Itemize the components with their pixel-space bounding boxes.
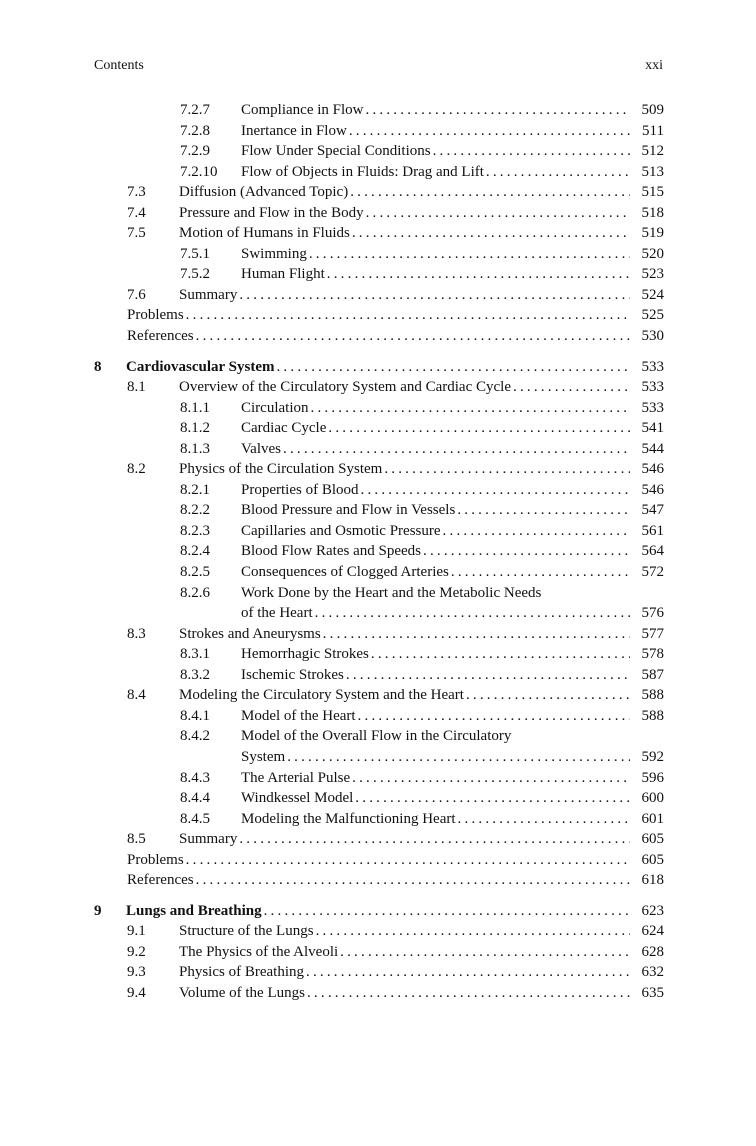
toc-entry-number: 8.4.2 xyxy=(180,728,210,745)
toc-page-number: 601 xyxy=(641,810,664,827)
toc-entry-number: 8.2.5 xyxy=(180,564,210,581)
toc-entry-title: Cardiovascular System xyxy=(126,358,275,375)
leader-dots xyxy=(347,121,630,142)
toc-page-number: 618 xyxy=(641,872,664,889)
toc-entry xyxy=(241,706,664,727)
toc-entry-number: 8.2.1 xyxy=(180,481,210,498)
toc-entry-number: 8.2.4 xyxy=(180,543,210,560)
toc-entry-number: 7.6 xyxy=(127,286,146,303)
leader-dots xyxy=(449,562,630,583)
toc-chapter-row xyxy=(0,901,756,922)
toc-section-row xyxy=(0,850,756,871)
toc-subsection-row xyxy=(0,788,756,809)
toc-entry xyxy=(127,305,664,326)
leader-dots xyxy=(464,685,630,706)
toc-entry-title: Summary xyxy=(179,831,238,848)
leader-dots xyxy=(359,480,631,501)
toc-subsection-row xyxy=(0,541,756,562)
toc-entry xyxy=(179,624,664,645)
toc-entry xyxy=(241,162,664,183)
toc-entry xyxy=(179,377,664,398)
leader-dots xyxy=(338,942,630,963)
leader-dots xyxy=(421,541,630,562)
toc-entry xyxy=(241,541,664,562)
toc-page-number: 512 xyxy=(641,143,664,160)
toc-section-row xyxy=(0,829,756,850)
toc-entry-title: Summary xyxy=(179,286,238,303)
toc-section-row xyxy=(0,983,756,1004)
toc-entry-title: The Arterial Pulse xyxy=(241,769,351,786)
leader-dots xyxy=(344,665,630,686)
toc-entry xyxy=(179,921,664,942)
toc-entry-title: Pressure and Flow in the Body xyxy=(179,204,364,221)
toc-entry-title: Capillaries and Osmotic Pressure xyxy=(241,522,441,539)
toc-entry-title: Model of the Overall Flow in the Circulatory xyxy=(241,728,512,745)
toc-page-number: 628 xyxy=(641,943,664,960)
toc-entry xyxy=(179,285,664,306)
toc-entry-number: 8.2.6 xyxy=(180,584,210,601)
toc-entry-number: 8.1 xyxy=(127,379,146,396)
toc-entry-number: 8.4.4 xyxy=(180,790,210,807)
toc-entry-title: Overview of the Circulatory System and Cardiac Cycle xyxy=(179,379,511,396)
leader-dots xyxy=(262,901,630,922)
leader-dots xyxy=(353,788,630,809)
toc-page-number: 533 xyxy=(641,379,664,396)
toc-entry xyxy=(241,418,664,439)
toc-entry-title: Flow Under Special Conditions xyxy=(241,143,431,160)
toc-page-number: 596 xyxy=(641,769,664,786)
toc-entry-title: Human Flight xyxy=(241,266,325,283)
toc-subsection-row xyxy=(0,726,756,747)
toc-entry-number: 7.2.8 xyxy=(180,122,210,139)
toc-entry xyxy=(126,357,664,378)
leader-dots xyxy=(305,983,630,1004)
toc-entry-number: 9.1 xyxy=(127,923,146,940)
toc-page-number: 564 xyxy=(641,543,664,560)
leader-dots xyxy=(314,921,630,942)
toc-section-row xyxy=(0,326,756,347)
toc-entry-title: Structure of the Lungs xyxy=(179,923,314,940)
toc-page-number: 578 xyxy=(641,646,664,663)
toc-entry xyxy=(179,962,664,983)
toc-entry-title: Problems xyxy=(127,307,184,324)
toc-subsection-row xyxy=(0,747,756,768)
toc-entry-number: 8.4.5 xyxy=(180,810,210,827)
toc-page-number: 632 xyxy=(641,964,664,981)
toc-entry-number: 8.3.1 xyxy=(180,646,210,663)
toc-entry xyxy=(179,983,664,1004)
toc-entry xyxy=(241,768,664,789)
toc-section-row xyxy=(0,459,756,480)
toc-entry xyxy=(241,244,664,265)
toc-page-number: 572 xyxy=(641,564,664,581)
toc-entry-title-continued: System xyxy=(241,748,286,765)
toc-entry-title: Swimming xyxy=(241,245,307,262)
toc-section-row xyxy=(0,685,756,706)
toc-entry-title: Properties of Blood xyxy=(241,481,359,498)
toc-page-number: 547 xyxy=(641,502,664,519)
toc-entry xyxy=(179,942,664,963)
toc-subsection-row xyxy=(0,100,756,121)
toc-entry xyxy=(241,583,664,604)
toc-page-number: 561 xyxy=(641,522,664,539)
toc-entry-title-continued: of the Heart xyxy=(241,605,313,622)
toc-entry xyxy=(179,182,664,203)
toc-subsection-row xyxy=(0,500,756,521)
leader-dots xyxy=(285,747,630,768)
toc-entry xyxy=(241,809,664,830)
toc-page-number: 519 xyxy=(641,225,664,242)
toc-page-number: 523 xyxy=(641,266,664,283)
leader-dots xyxy=(309,398,631,419)
toc-entry-title: Work Done by the Heart and the Metabolic Needs xyxy=(241,584,542,601)
toc-subsection-row xyxy=(0,603,756,624)
toc-page-number: 530 xyxy=(641,328,664,345)
toc-page-number: 588 xyxy=(641,707,664,724)
leader-dots xyxy=(382,459,630,480)
toc-section-row xyxy=(0,182,756,203)
toc-subsection-row xyxy=(0,439,756,460)
leader-dots xyxy=(307,244,630,265)
toc-entry-title: Consequences of Clogged Arteries xyxy=(241,564,449,581)
running-header-left: Contents xyxy=(94,58,144,73)
toc-page-number: 605 xyxy=(641,851,664,868)
leader-dots xyxy=(274,357,630,378)
toc-entry xyxy=(179,459,664,480)
leader-dots xyxy=(194,326,630,347)
toc-entry xyxy=(179,203,664,224)
toc-section-row xyxy=(0,305,756,326)
toc-page-number: 576 xyxy=(641,605,664,622)
toc-page-number: 515 xyxy=(641,184,664,201)
toc-entry xyxy=(241,500,664,521)
toc-page-number: 533 xyxy=(641,399,664,416)
leader-dots xyxy=(325,264,630,285)
leader-dots xyxy=(184,850,630,871)
leader-dots xyxy=(326,418,630,439)
toc-entry-title: Hemorrhagic Strokes xyxy=(241,646,369,663)
toc-subsection-row xyxy=(0,583,756,604)
leader-dots xyxy=(364,100,631,121)
toc-chapter-row xyxy=(0,357,756,378)
toc-entry-title: Motion of Humans in Fluids xyxy=(179,225,350,242)
toc-page-number: 509 xyxy=(641,102,664,118)
toc-entry-number: 7.4 xyxy=(127,204,146,221)
toc-entry xyxy=(241,644,664,665)
toc-entry-number: 9.3 xyxy=(127,964,146,981)
toc-page-number: 635 xyxy=(641,984,664,1001)
toc-entry xyxy=(241,521,664,542)
toc-page-number: 544 xyxy=(641,440,664,457)
toc-entry-number: 8.4.3 xyxy=(180,769,210,786)
toc-entry-continuation xyxy=(241,603,664,624)
toc-entry-number: 7.2.7 xyxy=(180,102,210,118)
toc-page-number: 588 xyxy=(641,687,664,704)
leader-dots xyxy=(304,962,630,983)
toc-page-number: 600 xyxy=(641,790,664,807)
toc-page-number: 623 xyxy=(641,902,664,919)
toc-entry-number: 8.1.3 xyxy=(180,440,210,457)
toc-entry-continuation xyxy=(241,747,664,768)
toc-subsection-row xyxy=(0,121,756,142)
toc-page-number: 605 xyxy=(641,831,664,848)
toc-page-number: 524 xyxy=(641,286,664,303)
toc-entry-title: Lungs and Breathing xyxy=(126,902,262,919)
toc-entry xyxy=(241,121,664,142)
toc-entry-title: References xyxy=(127,872,194,889)
toc-entry-title: Problems xyxy=(127,851,184,868)
leader-dots xyxy=(321,624,630,645)
leader-dots xyxy=(356,706,630,727)
toc-entry-title: Model of the Heart xyxy=(241,707,356,724)
toc-entry-number: 8.3.2 xyxy=(180,666,210,683)
toc-page-number: 541 xyxy=(641,420,664,437)
toc-entry-number: 8.1.1 xyxy=(180,399,210,416)
toc-entry-number: 7.5.1 xyxy=(180,245,210,262)
toc-entry-number: 7.5 xyxy=(127,225,146,242)
leader-dots xyxy=(484,162,630,183)
toc-entry-number: 8.2 xyxy=(127,461,146,478)
toc-entry-title: Strokes and Aneurysms xyxy=(179,625,321,642)
toc-entry-number: 8.4 xyxy=(127,687,146,704)
leader-dots xyxy=(455,500,630,521)
toc-subsection-row xyxy=(0,706,756,727)
toc-section-row xyxy=(0,870,756,891)
toc-entry xyxy=(126,901,664,922)
toc-entry-number: 8.2.2 xyxy=(180,502,210,519)
toc-entry-number: 8.1.2 xyxy=(180,420,210,437)
toc-entry xyxy=(241,141,664,162)
toc-entry-number: 8.3 xyxy=(127,625,146,642)
toc-page-number: 577 xyxy=(641,625,664,642)
leader-dots xyxy=(511,377,630,398)
toc-page-number: 533 xyxy=(641,358,664,375)
toc-section-row xyxy=(0,203,756,224)
toc-subsection-row xyxy=(0,665,756,686)
toc-entry xyxy=(241,726,664,747)
toc-entry-title: Volume of the Lungs xyxy=(179,984,305,1001)
toc-entry-title: Physics of the Circulation System xyxy=(179,461,383,478)
leader-dots xyxy=(184,305,630,326)
toc-entry xyxy=(127,850,664,871)
toc-section-row xyxy=(0,624,756,645)
toc-section-row xyxy=(0,962,756,983)
toc-section-row xyxy=(0,942,756,963)
toc-entry-title: Valves xyxy=(241,440,281,457)
toc-page-number: 592 xyxy=(641,748,664,765)
leader-dots xyxy=(369,644,630,665)
toc-section-row xyxy=(0,377,756,398)
leader-dots xyxy=(350,223,630,244)
toc-entry-title: Flow of Objects in Fluids: Drag and Lift xyxy=(241,163,484,180)
leader-dots xyxy=(431,141,630,162)
toc-entry xyxy=(179,223,664,244)
leader-dots xyxy=(237,285,630,306)
leader-dots xyxy=(348,182,630,203)
toc-entry-title: Cardiac Cycle xyxy=(241,420,327,437)
toc-page-number: 525 xyxy=(641,307,664,324)
toc-subsection-row xyxy=(0,244,756,265)
toc-entry xyxy=(241,439,664,460)
toc-entry-number: 8.5 xyxy=(127,831,146,848)
toc-subsection-row xyxy=(0,809,756,830)
toc-entry-title: Physics of Breathing xyxy=(179,964,304,981)
toc-entry-title: Circulation xyxy=(241,399,309,416)
leader-dots xyxy=(441,521,630,542)
toc-entry-title: Blood Pressure and Flow in Vessels xyxy=(241,502,456,519)
toc-subsection-row xyxy=(0,398,756,419)
toc-subsection-row xyxy=(0,141,756,162)
toc-subsection-row xyxy=(0,644,756,665)
leader-dots xyxy=(364,203,630,224)
toc-section-row xyxy=(0,223,756,244)
toc-page-number: 520 xyxy=(641,245,664,262)
toc-entry xyxy=(179,829,664,850)
toc-page-number: 546 xyxy=(641,461,664,478)
toc-entry xyxy=(241,480,664,501)
toc-subsection-row xyxy=(0,480,756,501)
toc-entry-title: Windkessel Model xyxy=(241,790,354,807)
toc-entry-number: 8 xyxy=(94,358,102,375)
toc-subsection-row xyxy=(0,264,756,285)
toc-entry xyxy=(241,100,664,121)
toc-entry-number: 7.5.2 xyxy=(180,266,210,283)
toc-entry-title: Blood Flow Rates and Speeds xyxy=(241,543,421,560)
toc-section-row xyxy=(0,285,756,306)
leader-dots xyxy=(313,603,630,624)
toc-entry xyxy=(127,326,664,347)
toc-page-number: 587 xyxy=(641,666,664,683)
toc-entry-number: 9.2 xyxy=(127,943,146,960)
toc-entry xyxy=(241,398,664,419)
toc-entry-title: References xyxy=(127,328,194,345)
toc-entry xyxy=(241,264,664,285)
toc-subsection-row xyxy=(0,162,756,183)
toc-subsection-row xyxy=(0,768,756,789)
toc-entry xyxy=(241,562,664,583)
toc-entry-number: 8.4.1 xyxy=(180,707,210,724)
toc-subsection-row xyxy=(0,562,756,583)
toc-entry-number: 7.2.10 xyxy=(180,163,218,180)
toc-entry-title: Ischemic Strokes xyxy=(241,666,344,683)
toc-page-number: 511 xyxy=(642,122,664,139)
toc-subsection-row xyxy=(0,521,756,542)
toc-page-number: 518 xyxy=(641,204,664,221)
table-of-contents xyxy=(0,100,756,1004)
toc-entry xyxy=(179,685,664,706)
toc-entry-number: 8.2.3 xyxy=(180,522,210,539)
toc-entry-number: 7.2.9 xyxy=(180,143,210,160)
toc-entry-title: Inertance in Flow xyxy=(241,122,347,139)
toc-entry-title: Modeling the Circulatory System and the Heart xyxy=(179,687,464,704)
toc-page-number: 513 xyxy=(641,163,664,180)
toc-page-number: 546 xyxy=(641,481,664,498)
toc-entry-number: 9.4 xyxy=(127,984,146,1001)
leader-dots xyxy=(194,870,630,891)
toc-subsection-row xyxy=(0,418,756,439)
toc-entry xyxy=(241,788,664,809)
running-header-page-number: xxi xyxy=(645,58,663,73)
leader-dots xyxy=(456,809,630,830)
toc-entry-number: 7.3 xyxy=(127,184,146,201)
toc-entry xyxy=(241,665,664,686)
leader-dots xyxy=(237,829,630,850)
toc-entry-title: The Physics of the Alveoli xyxy=(179,943,339,960)
toc-entry-title: Diffusion (Advanced Topic) xyxy=(179,184,349,201)
toc-entry xyxy=(127,870,664,891)
leader-dots xyxy=(350,768,630,789)
toc-entry-number: 9 xyxy=(94,902,102,919)
leader-dots xyxy=(281,439,630,460)
toc-section-row xyxy=(0,921,756,942)
toc-entry-title: Modeling the Malfunctioning Heart xyxy=(241,810,456,827)
toc-entry-title: Compliance in Flow xyxy=(241,102,364,118)
toc-page-number: 624 xyxy=(641,923,664,940)
